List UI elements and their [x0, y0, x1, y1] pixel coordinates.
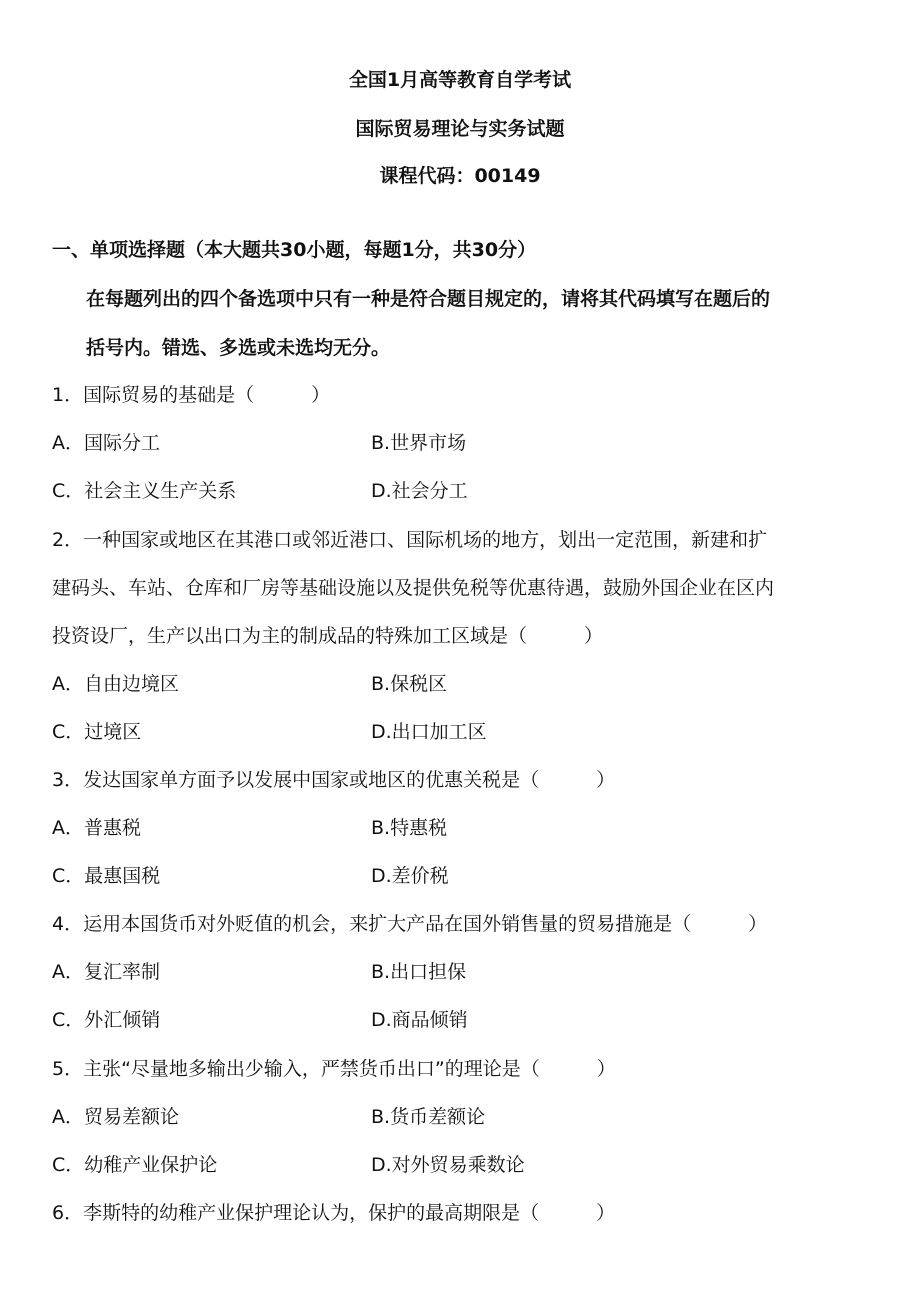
question-1-option-c: C．社会主义生产关系 — [52, 480, 237, 502]
question-3-option-d: D.差价税 — [371, 865, 449, 887]
question-1-option-d: D.社会分工 — [371, 480, 468, 502]
exam-title: 全国1月高等教育自学考试 — [348, 69, 572, 91]
question-4-option-b: B.出口担保 — [371, 961, 467, 983]
question-1-option-b: B.世界市场 — [371, 432, 467, 454]
section-instruction-line-1: 在每题列出的四个备选项中只有一种是符合题目规定的，请将其代码填写在题后的 — [86, 288, 771, 310]
question-2-option-a: A．自由边境区 — [52, 673, 179, 695]
question-3-option-a: A．普惠税 — [52, 817, 141, 839]
question-4-option-d: D.商品倾销 — [371, 1009, 468, 1031]
question-1-stem: 1．国际贸易的基础是（ ） — [52, 384, 331, 406]
question-3-option-b: B.特惠税 — [371, 817, 448, 839]
section-heading: 一、单项选择题（本大题共30小题，每题1分，共30分） — [52, 239, 537, 261]
question-3-stem: 3．发达国家单方面予以发展中国家或地区的优惠关税是（ ） — [52, 769, 616, 791]
question-5-stem: 5．主张“尽量地多输出少输入，严禁货币出口”的理论是（ ） — [52, 1058, 616, 1080]
question-2-option-b: B.保税区 — [371, 673, 448, 695]
question-6-stem: 6．李斯特的幼稚产业保护理论认为，保护的最高期限是（ ） — [52, 1202, 616, 1224]
question-2-stem-line-3: 投资设厂，生产以出口为主的制成品的特殊加工区域是（ ） — [52, 625, 604, 647]
question-4-stem: 4．运用本国货币对外贬值的机会，来扩大产品在国外销售量的贸易措施是（ ） — [52, 913, 768, 935]
question-5-option-a: A．贸易差额论 — [52, 1106, 179, 1128]
question-5-option-d: D.对外贸易乘数论 — [371, 1154, 525, 1176]
question-5-option-c: C．幼稚产业保护论 — [52, 1154, 218, 1176]
question-2-option-d: D.出口加工区 — [371, 721, 487, 743]
paper-title: 国际贸易理论与实务试题 — [355, 118, 565, 140]
question-4-option-a: A．复汇率制 — [52, 961, 160, 983]
section-instruction-line-2: 括号内。错选、多选或未选均无分。 — [86, 337, 391, 359]
question-2-option-c: C．过境区 — [52, 721, 142, 743]
question-4-option-c: C．外汇倾销 — [52, 1009, 161, 1031]
question-2-stem-line-2: 建码头、车站、仓库和厂房等基础设施以及提供免税等优惠待遇，鼓励外国企业在区内 — [52, 577, 775, 599]
question-2-stem-line-1: 2．一种国家或地区在其港口或邻近港口、国际机场的地方，划出一定范围，新建和扩 — [52, 529, 768, 551]
question-1-option-a: A．国际分工 — [52, 432, 160, 454]
question-5-option-b: B.货币差额论 — [371, 1106, 486, 1128]
question-3-option-c: C．最惠国税 — [52, 865, 161, 887]
course-code: 课程代码：00149 — [379, 165, 541, 187]
